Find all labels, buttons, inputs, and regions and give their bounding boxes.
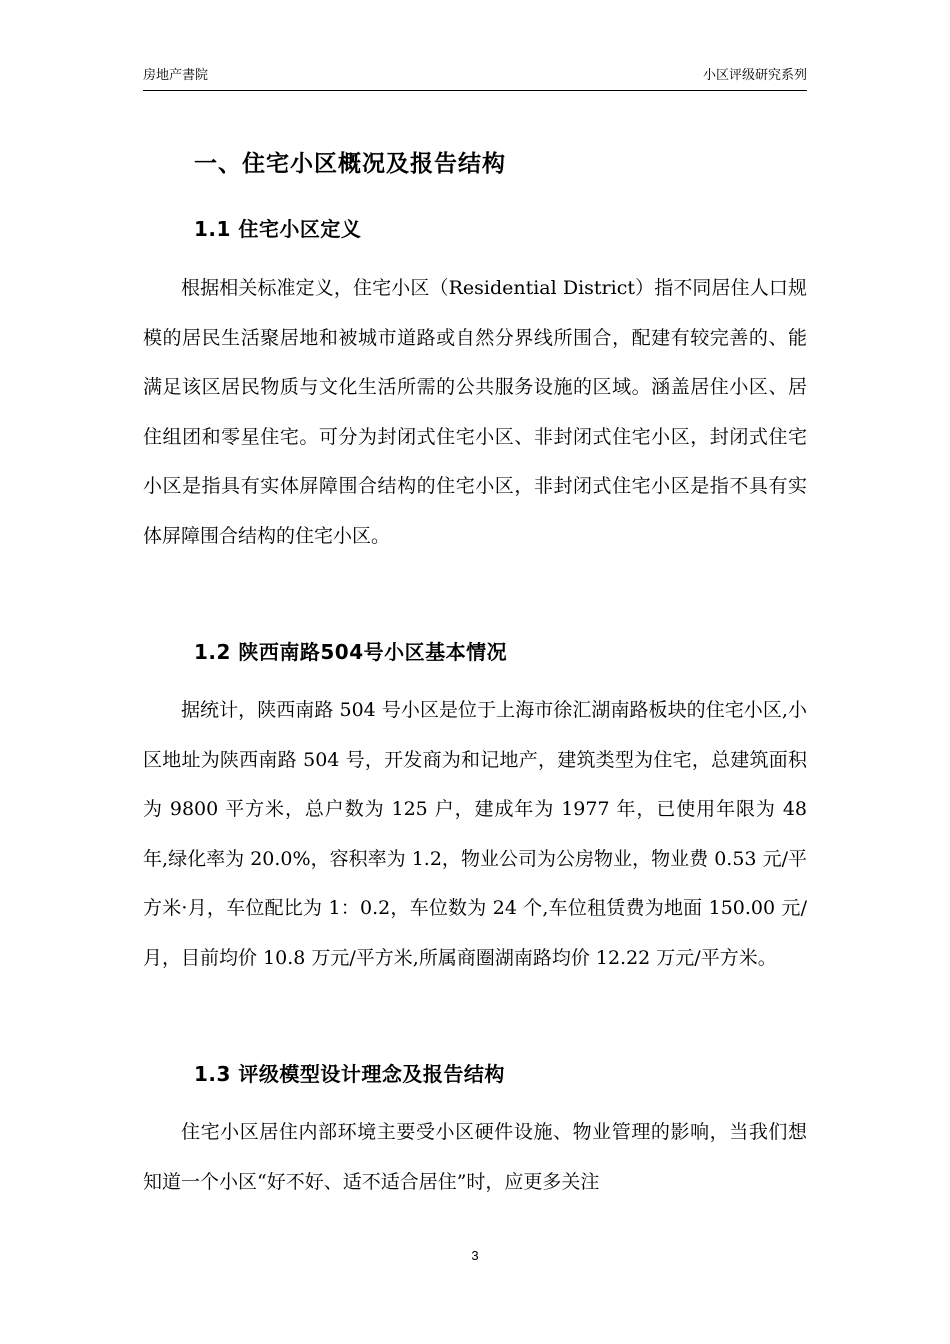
page-number: 3	[471, 1248, 479, 1263]
heading-1-2: 1.2 陕西南路504号小区基本情况	[194, 640, 508, 664]
paragraph-model-design: 住宅小区居住内部环境主要受小区硬件设施、物业管理的影响，当我们想知道一个小区“好不好、适不适合居住”时，应更多关注	[143, 1121, 807, 1193]
header-publisher: 房地产書院	[143, 68, 209, 83]
section-title: 一、住宅小区概况及报告结构	[194, 151, 506, 177]
header-series-title: 小区评级研究系列	[702, 68, 807, 83]
paragraph-definition: 根据相关标准定义，住宅小区（Residential District）指不同居住人口规模的居民生活聚居地和被城市道路或自然分界线所围合，配建有较完善的、能满足该区居民物质与文化生活所需的公共服务设施的区域。涵盖居住小区、居住组团和零星住宅。可分为封闭式住宅小区、非封闭式住宅小区，封闭式住宅小区是指具有实体屏障围合结构的住宅小区，非封闭式住宅小区是指不具有实体屏障围合结构的住宅小区。	[143, 277, 807, 547]
paragraph-basic-info: 据统计，陕西南路 504 号小区是位于上海市徐汇湖南路板块的住宅小区,小区地址为陕西南路 504 号，开发商为和记地产，建筑类型为住宅，总建筑面积为 9800 平方米，总户数为 125 户，建成年为 1977 年，已使用年限为 48 年,绿化率为 20.0%，容积率为 1.2，物业公司为公房物业，物业费 0.53 元/平方米·月，车位配比为 1：0.2，车位数为 24 个,车位租赁费为地面 150.00 元/月，目前均价 10.8 万元/平方米,所属商圈湖南路均价 12.22 万元/平方米。	[143, 699, 807, 969]
page-header	[143, 66, 807, 91]
heading-1-3: 1.3 评级模型设计理念及报告结构	[194, 1062, 505, 1086]
heading-1-1: 1.1 住宅小区定义	[194, 217, 362, 241]
